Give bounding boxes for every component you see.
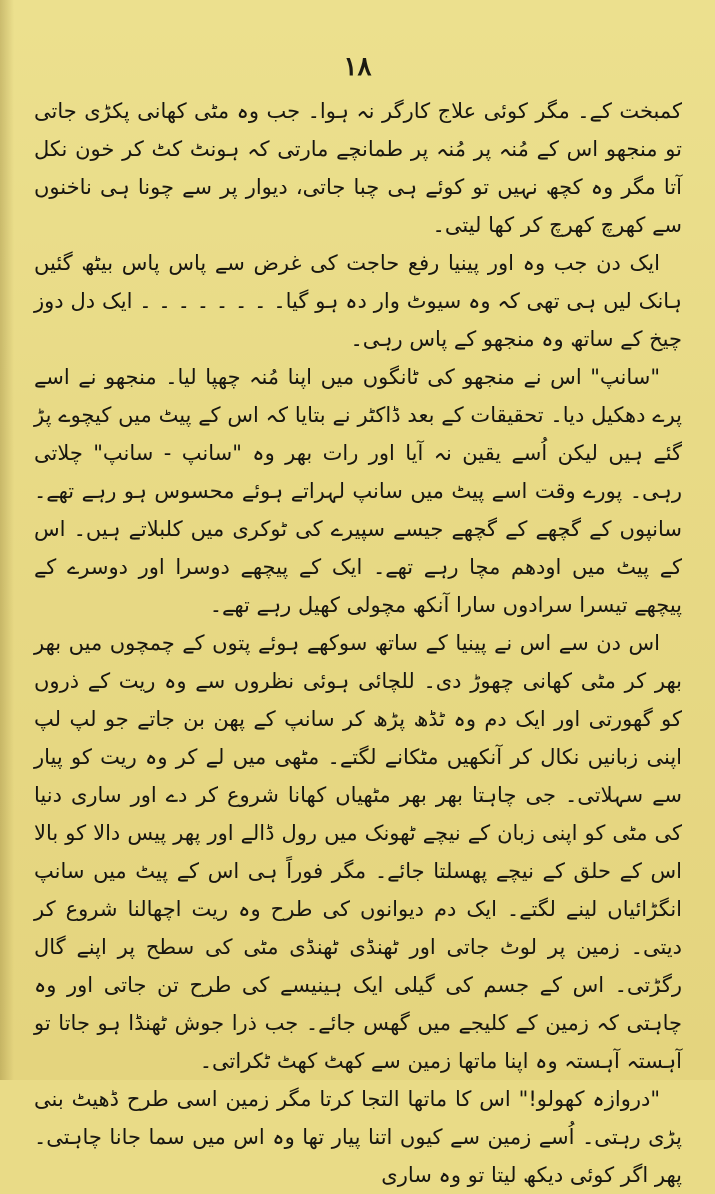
- page-number: ۱۸: [343, 52, 372, 82]
- paragraph: اس دن سے اس نے پینیا کے ساتھ سوکھے ہوئے پتوں کے چمچوں میں بھر بھر کر مٹی کھانی چھوڑ دی۔ للچائی ہوئی نظروں سے وہ ریت کے ذروں کو گھورتی اور ایک دم وہ ٹڈھ پڑھ کر سانپ کے پھن بن جاتے جو لپ لپ اپنی زبانیں نکال کر آنکھیں مٹکانے لگتے۔ مٹھی میں لے کر وہ ریت کو پیار سے سہلاتی۔ جی چاہتا بھر بھر مٹھیاں کھانا شروع کر دے اور ساری دنیا کی مٹی کو اپنی زبان کے نیچے ٹھونک میں رول ڈالے اور پھر پیس دالا کو بالا اس کے حلق کے نیچے پھسلتا جائے۔ مگر فوراً ہی اس کے پیٹ میں سانپ انگڑائیاں لینے لگتے۔ ایک دم دیوانوں کی طرح وہ ریت اچھالنا شروع کر دیتی۔ زمین پر لوٹ جاتی اور ٹھنڈی ٹھنڈی مٹی کی سطح پر اپنے گال رگڑتی۔ اس کے جسم کی گیلی ایک ہینیسے کی طرح تن جاتی اور وہ چاہتی کہ زمین کے کلیجے میں گھس جائے۔ جب ذرا جوش ٹھنڈا ہو جاتا تو آہستہ آہستہ وہ اپنا ماتھا زمین سے کھٹ کھٹ ٹکراتی۔: [34, 631, 682, 1073]
- paragraph: ایک دن جب وہ اور پینیا رفع حاجت کی غرض سے پاس پاس بیٹھ گئیں ہانک لیں ہی تھی کہ وہ سیوٹ وار دہ ہو گیا۔ ۔ ۔ ۔ ۔ ۔ ۔ ۔ ایک دل دوز چیخ کے ساتھ وہ منجھو کے پاس رہی۔: [34, 251, 682, 351]
- paragraph: "سانپ" اس نے منجھو کی ٹانگوں میں اپنا مُنہ چھپا لیا۔ منجھو نے اسے پرے دھکیل دیا۔ تحقیقات کے بعد ڈاکٹر نے بتایا کہ اس کے پیٹ میں کیچوے پڑ گئے ہیں لیکن اُسے یقین نہ آیا اور رات بھر وہ "سانپ - سانپ" چلاتی رہی۔ پورے وقت اسے پیٹ میں سانپ لہراتے ہوئے محسوس ہو رہے تھے۔ سانپوں کے گچھے کے گچھے جیسے سپیرے کی ٹوکری میں کلبلاتے ہیں۔ اس کے پیٹ میں اودھم مچا رہے تھے۔ ایک کے پیچھے دوسرا اور دوسرے کے پیچھے تیسرا سرادوں سارا آنکھ مچولی کھیل رہے تھے۔: [34, 365, 682, 617]
- page-edge-shadow: [0, 0, 14, 1080]
- page-body-text: [34, 92, 682, 1194]
- paragraph: کمبخت کے۔ مگر کوئی علاج کارگر نہ ہوا۔ جب وہ مٹی کھانی پکڑی جاتی تو منجھو اس کے مُنہ پر مُنہ پر طمانچے مارتی کہ ہونٹ کٹ کر خون نکل آتا مگر وہ کچھ نہیں تو کوئے ہی چبا جاتی، دیوار پر سے چونا ہی ناخنوں سے کھرچ کھرچ کر کھا لیتی۔: [34, 99, 682, 237]
- paragraph: "دروازہ کھولو!" اس کا ماتھا التجا کرتا مگر زمین اسی طرح ڈھیٹ بنی پڑی رہتی۔ اُسے زمین سے کیوں اتنا پیار تھا وہ اس میں سما جانا چاہتی۔ پھر اگر کوئی دیکھ لیتا تو وہ ساری: [34, 1087, 682, 1187]
